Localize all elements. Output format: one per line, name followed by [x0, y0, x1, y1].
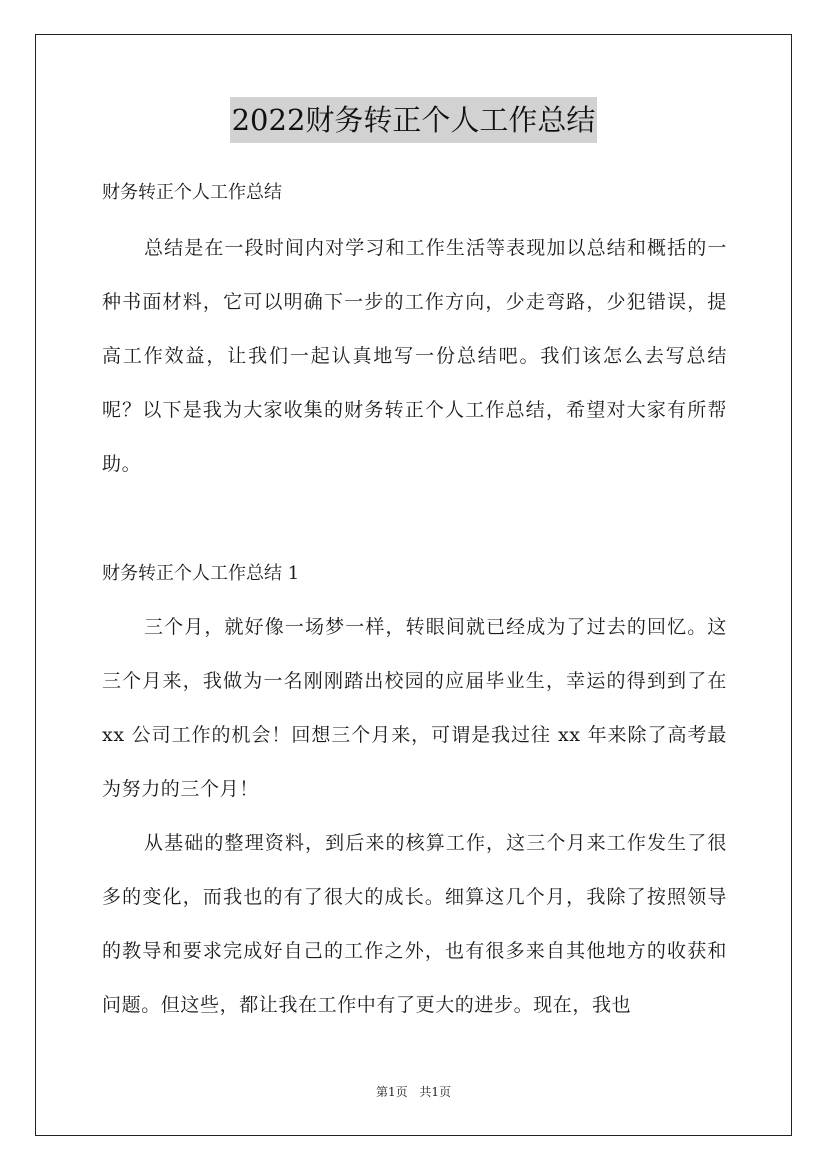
section1-paragraph-2: 从基础的整理资料，到后来的核算工作，这三个月来工作发生了很多的变化，而我也的有了很大的成长。细算这几个月，我除了按照领导的教导和要求完成好自己的工作之外，也有很多来自其他地方的收获和问题。但这些，都让我在工作中有了更大的进步。现在，我也	[102, 832, 727, 1016]
section1-paragraph-1: 三个月，就好像一场梦一样，转眼间就已经成为了过去的回忆。这三个月来，我做为一名刚刚踏出校园的应届毕业生，幸运的得到到了在 xx 公司工作的机会！回想三个月来，可谓是我过往 xx 年来除了高考最为努力的三个月！	[102, 616, 727, 800]
title-container	[0, 97, 827, 143]
page-number: 第1页	[375, 1085, 408, 1099]
intro-paragraph: 总结是在一段时间内对学习和工作生活等表现加以总结和概括的一种书面材料，它可以明确下一步的工作方向，少走弯路，少犯错误，提高工作效益，让我们一起认真地写一份总结吧。我们该怎么去写总结呢？以下是我为大家收集的财务转正个人工作总结，希望对大家有所帮助。	[102, 237, 727, 475]
page-footer	[0, 1084, 827, 1100]
intro-heading: 财务转正个人工作总结	[102, 182, 282, 203]
page-total: 共1页	[419, 1085, 452, 1099]
section1-heading: 财务转正个人工作总结 1	[102, 563, 300, 584]
document-title: 2022财务转正个人工作总结	[230, 97, 598, 143]
